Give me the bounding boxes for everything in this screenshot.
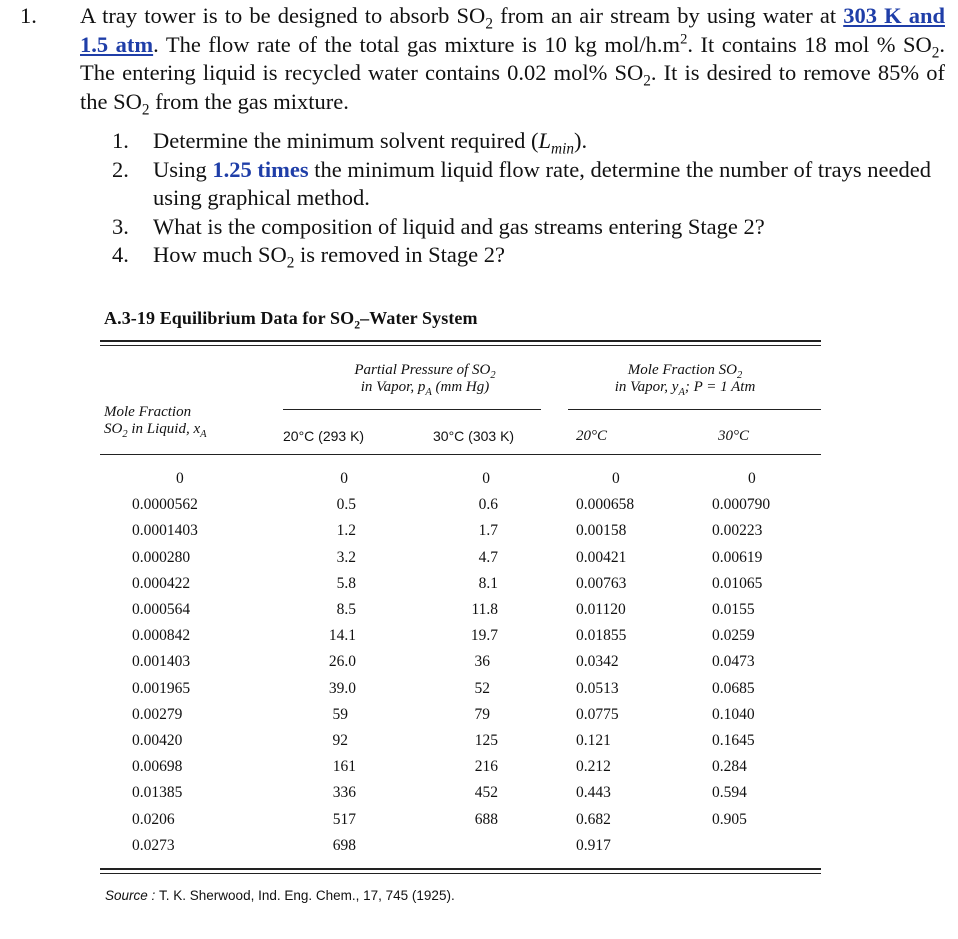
col-header-20c-k: 20°C (293 K) — [283, 428, 365, 444]
table-cell: 0.917 — [576, 836, 611, 854]
table-cell: 0.00223 — [712, 522, 763, 540]
problem-number: 1. — [20, 3, 37, 28]
table-cell: 0.01065 — [712, 574, 763, 592]
highlighted-factor: 1.25 times — [212, 156, 309, 182]
table-cell: 36 — [474, 653, 490, 671]
table-cell: 26.0 — [328, 653, 356, 671]
table-cell: 0.0273 — [132, 836, 175, 854]
problem-statement — [20, 2, 945, 116]
table-cell: 0.0473 — [712, 653, 755, 671]
table-cell: 0.0342 — [576, 653, 619, 671]
table-cell: 79 — [474, 705, 490, 723]
table-cell: 0.1040 — [712, 705, 755, 723]
table-top-rule-thin — [100, 345, 821, 346]
table-cell: 698 — [332, 836, 356, 854]
table-cell: 52 — [474, 679, 490, 697]
group2-rule — [568, 409, 821, 410]
table-cell: 0.00421 — [576, 548, 627, 566]
table-cell: 0.0001403 — [132, 522, 198, 540]
table-cell: 0.000658 — [576, 496, 635, 514]
table-cell: 336 — [332, 784, 356, 802]
column-pressure-30c — [452, 466, 498, 833]
group-header-mole-fraction-vapor: Mole Fraction $SO_2$ in Vapor, $y_A$; P = 1 Atm — [614, 362, 756, 398]
question-item: 1. Determine the minimum solvent required $(L_{min})$. — [112, 128, 588, 158]
table-cell: 0.682 — [576, 810, 611, 828]
table-cell: 0.00763 — [576, 574, 627, 592]
table-cell: 0.0513 — [576, 679, 619, 697]
table-cell: 0.0685 — [712, 679, 755, 697]
column-vapor-30c — [712, 466, 770, 833]
table-cell: 452 — [474, 784, 498, 802]
group1-rule — [283, 409, 541, 410]
table-cell: 3.2 — [336, 548, 356, 566]
table-cell: 0.5 — [336, 496, 356, 514]
table-cell: 0.000422 — [132, 574, 191, 592]
col-header-30c: 30°C — [718, 428, 750, 444]
table-cell: 0.000790 — [712, 496, 771, 514]
table-cell: 1.2 — [336, 522, 356, 540]
table-cell: 216 — [474, 758, 498, 776]
table-cell: 0.001403 — [132, 653, 191, 671]
table-bottom-rule — [100, 868, 821, 870]
table-cell: 39.0 — [328, 679, 356, 697]
table-cell: 0.443 — [576, 784, 611, 802]
table-cell: 517 — [332, 810, 356, 828]
problem-text: A tray tower is to be designed to absorb $SO_2$ from an air stream by using water at 303 K and 1.5 atm. The flow rate of the total gas mixture is 10 kg mol/$h.m^2$. It contains 18 mol % $SO_2$. The entering liquid is recycled water contains 0.02 mol% $SO_2$. It is desired to remove 85% of the $SO_2$ from the gas mixture. — [80, 3, 945, 118]
table-cell: 0.01855 — [576, 627, 627, 645]
table-cell: 0 — [176, 470, 184, 487]
table-cell: 14.1 — [328, 627, 356, 645]
table-cell: 0.00619 — [712, 548, 763, 566]
table-cell: 0.01385 — [132, 784, 183, 802]
table-cell: 0.0775 — [576, 705, 619, 723]
question-list — [112, 127, 932, 270]
table-cell: 0.905 — [712, 810, 747, 828]
table-cell: 19.7 — [470, 627, 498, 645]
table-cell: 0.000280 — [132, 548, 191, 566]
table-cell: 5.8 — [336, 574, 356, 592]
table-cell: 125 — [474, 732, 498, 750]
table-cell: 0.1645 — [712, 732, 755, 750]
table-cell: 0.121 — [576, 732, 611, 750]
table-cell: 161 — [332, 758, 356, 776]
table-cell: 0.001965 — [132, 679, 191, 697]
table-cell: 11.8 — [471, 601, 498, 619]
table-cell: 8.5 — [336, 601, 356, 619]
col-header-20c: 20°C — [576, 428, 608, 444]
table-cell: 0.0155 — [712, 601, 755, 619]
table-cell: 4.7 — [478, 548, 498, 566]
table-cell: 92 — [332, 732, 348, 750]
table-cell: 0 — [748, 470, 756, 487]
table-cell: 0 — [340, 470, 348, 487]
table-top-rule — [100, 340, 821, 342]
table-cell: 59 — [332, 705, 348, 723]
column-pressure-20c — [310, 466, 356, 859]
table-cell: 0.0259 — [712, 627, 755, 645]
table-cell: 8.1 — [478, 574, 498, 592]
table-cell: 0.00158 — [576, 522, 627, 540]
row-header-liquid: Mole Fraction $SO_2$ in Liquid, $x_A$ — [104, 404, 207, 440]
table-bottom-rule-thin — [100, 873, 821, 874]
table-cell: 0.594 — [712, 784, 747, 802]
table-cell: 0.212 — [576, 758, 611, 776]
table-cell: 0.00420 — [132, 732, 183, 750]
table-cell: 0.000842 — [132, 627, 191, 645]
table-cell: 0.0000562 — [132, 496, 198, 514]
table-cell: 0.0206 — [132, 810, 175, 828]
table-cell: 1.7 — [478, 522, 498, 540]
question-item: 2. Using 1.25 times the minimum liquid flow rate, determine the number of trays needed using graphical method. — [112, 156, 931, 210]
question-item: 3. What is the composition of liquid and gas streams entering Stage 2? — [112, 213, 765, 239]
table-cell: 0 — [482, 470, 490, 487]
table-cell: 0.000564 — [132, 601, 191, 619]
column-vapor-20c — [576, 466, 634, 859]
table-cell: 0.00279 — [132, 705, 183, 723]
question-item: 4. How much $SO_2$ is removed in Stage 2? — [112, 242, 505, 272]
table-cell: 0.284 — [712, 758, 747, 776]
table-cell: 0.01120 — [576, 601, 626, 619]
table-title: A.3-19 Equilibrium Data for $SO_2$–Water System — [104, 308, 478, 332]
highlighted-conditions: 303 K and 1.5 atm — [80, 3, 945, 57]
table-cell: 688 — [474, 810, 498, 828]
col-header-30c-k: 30°C (303 K) — [433, 428, 515, 444]
group-header-partial-pressure: Partial Pressure of $SO_2$ in Vapor, $p_A$ (mm Hg) — [354, 362, 496, 398]
column-liquid-mole-fraction — [132, 466, 198, 859]
table-cell: 0.00698 — [132, 758, 183, 776]
header-bottom-rule — [100, 454, 821, 455]
table-cell: 0.6 — [478, 496, 498, 514]
table-source: Source : T. K. Sherwood, Ind. Eng. Chem., 17, 745 (1925). — [105, 888, 455, 903]
table-cell: 0 — [612, 470, 620, 487]
